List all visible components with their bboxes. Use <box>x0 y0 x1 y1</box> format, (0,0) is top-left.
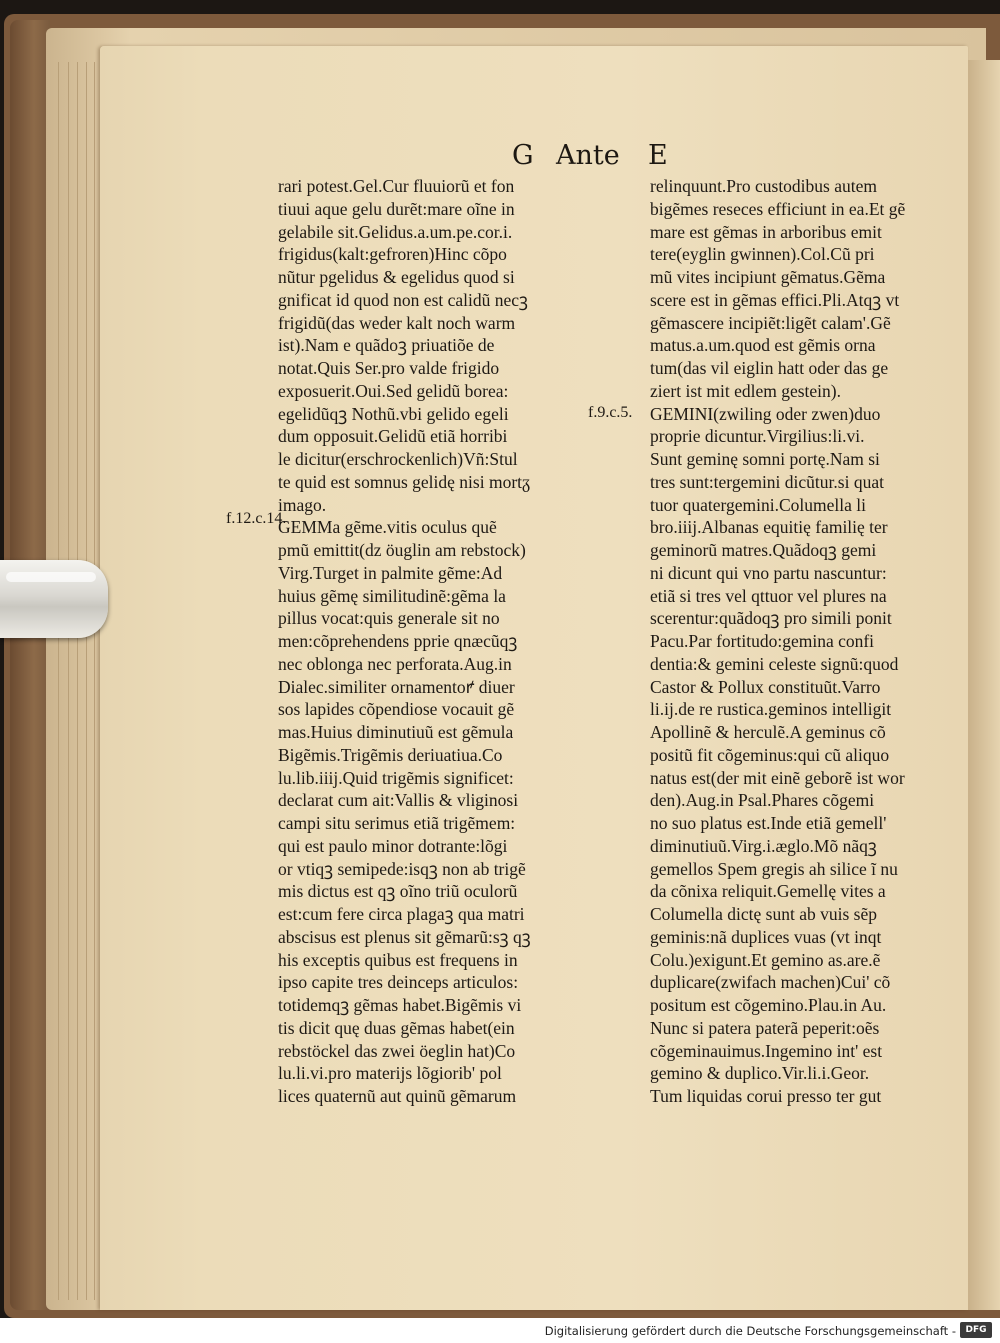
right-column-line: diminutiuũ.Virg.i.æglo.Mõ nãqꝫ <box>650 835 877 856</box>
right-column-line: bigẽmes reseces efficiunt in ea.Et gẽ <box>650 198 906 219</box>
right-column-line: gemellos Spem gregis ah silice ĩ nu <box>650 858 898 879</box>
left-column-line: te quid est somnus gelidę nisi mortᵹ <box>278 471 531 492</box>
left-column-line: est:cum fere circa plagaꝫ qua matri <box>278 904 525 924</box>
right-column-line: scerentur:quãdoqꝫ pro simili ponit <box>650 608 892 629</box>
right-column-line: gemino & duplico.Vir.li.i.Geor. <box>650 1063 870 1084</box>
right-column-line: ni dicunt qui vno partu nascuntur: <box>650 562 887 583</box>
left-column-line: rebstöckel das zwei öeglin hat)Co <box>278 1040 516 1061</box>
left-column-line: campi situ serimus etiã trigẽmem: <box>278 813 516 833</box>
right-column-line: no suo platus est.Inde etiã gemell' <box>650 813 887 833</box>
left-column-line: gelabile sit.Gelidus.a.um.pe.cor.i. <box>278 221 513 242</box>
margin-reference-right: f.9.c.5. <box>588 404 633 421</box>
right-column-line: geminis:nã duplices vuas (vt inqt <box>650 926 882 947</box>
running-head-word: Ante <box>556 140 620 171</box>
left-column-line: huius gẽmę similitudinẽ:gẽma la <box>278 585 506 606</box>
left-column-line: Dialec.similiter ornamentoꝵ diuer <box>278 676 515 697</box>
running-head <box>512 140 682 176</box>
right-column-line: scere est in gẽmas effici.Pli.Atqꝫ vt <box>650 289 900 310</box>
right-column-line: Nunc si patera paterã peperit:oẽs <box>650 1017 880 1038</box>
right-column-line: Tum liquidas corui presso ter gut <box>650 1086 882 1106</box>
right-column-line: duplicare(zwifach machen)Cui' cõ <box>650 972 891 993</box>
left-column-line: exposuerit.Oui.Sed gelidũ borea: <box>278 380 509 401</box>
right-column-line: tum(das vil eiglin hatt oder das ge <box>650 358 889 378</box>
left-column-line: GEMMa gẽme.vitis oculus quẽ <box>278 517 497 538</box>
right-column-line: proprie dicuntur.Virgilius:li.vi. <box>650 426 865 447</box>
left-column-line: egelidũqꝫ Nothũ.vbi gelido egeli <box>278 403 509 424</box>
right-column-line: Castor & Pollux constituũt.Varro <box>650 676 881 697</box>
left-column-line: his exceptis quibus est frequens in <box>278 949 518 970</box>
strap-highlight <box>6 572 96 582</box>
left-column-line: sos lapides cõpendiose vocauit gẽ <box>278 699 515 720</box>
right-column-line: bro.iiij.Albanas equitię familię ter <box>650 517 888 538</box>
running-head-letter-right: E <box>648 140 668 171</box>
left-column-line: pillus vocat:quis generale sit no <box>278 608 500 629</box>
right-column-line: den).Aug.in Psal.Phares cõgemi <box>650 790 875 811</box>
left-column-line: or vtiqꝫ semipede:isqꝫ non ab trigẽ <box>278 858 526 879</box>
right-column-line: ziert ist mit edlem gestein). <box>650 380 841 401</box>
right-column-line: mare est gẽmas in arboribus emit <box>650 221 882 242</box>
left-column-line: qui est paulo minor dotrante:lõgi <box>278 835 508 856</box>
left-column-line: frigidũ(das weder kalt noch warm <box>278 312 516 333</box>
left-column-line: declarat cum ait:Vallis & vliginosi <box>278 790 519 811</box>
left-column-line: ist).Nam e quãdoꝫ priuatiõe de <box>278 335 495 356</box>
left-column-line: notat.Quis Ser.pro valde frigido <box>278 358 500 378</box>
left-column-line: lu.li.vi.pro materijs lõgiorib' pol <box>278 1063 502 1084</box>
right-column-line: relinquunt.Pro custodibus autem <box>650 176 877 196</box>
left-column-line: lices quaternũ aut quinũ gẽmarum <box>278 1086 517 1106</box>
right-column-line: Pacu.Par fortitudo:gemina confi <box>650 631 875 651</box>
left-column-line: nec oblonga nec perforata.Aug.in <box>278 653 512 674</box>
footer-bar <box>0 1318 1000 1343</box>
right-column-line: Columella dictę sunt ab vuis sẽp <box>650 904 877 924</box>
left-column-line: frigidus(kalt:gefroren)Hinc cõpo <box>278 244 507 265</box>
left-column-line: tis dicit quę duas gẽmas habet(ein <box>278 1017 515 1038</box>
left-column-line: gnificat id quod non est calidũ necꝫ <box>278 289 528 310</box>
left-column-line: nũtur pgelidus & egelidus quod si <box>278 267 515 287</box>
left-column-line: dum opposuit.Gelidũ etiã horribi <box>278 426 508 447</box>
left-column-line: imago. <box>278 494 327 515</box>
right-column-line: li.ij.de re rustica.geminos intelligit <box>650 699 892 720</box>
running-head-letter-left: G <box>512 140 534 171</box>
left-column-line: mas.Huius diminutiuũ est gẽmula <box>278 722 514 742</box>
right-column-line: natus est(der mit einẽ geborẽ ist wor <box>650 767 905 788</box>
right-column-line: da cõnixa reliquit.Gemellę vites a <box>650 881 886 902</box>
right-column-line: etiã si tres vel qttuor vel plures na <box>650 585 887 606</box>
right-column-line: Apollinẽ & herculẽ.A geminus cõ <box>650 722 886 742</box>
right-column-line: dentia:& gemini celeste signũ:quod <box>650 653 899 674</box>
left-column-line: tiuui aque gelu durẽt:mare oĩne in <box>278 198 515 219</box>
left-column-line: pmũ emittit(dz öuglin am rebstock) <box>278 540 526 560</box>
right-column-line: gẽmascere incipiẽt:ligẽt calam'.Gẽ <box>650 312 891 333</box>
left-column-line: mis dictus est qꝫ oĩno triũ oculorũ <box>278 881 518 902</box>
right-column-line: matus.a.um.quod est gẽmis orna <box>650 335 876 356</box>
right-column-line: positum est cõgemino.Plau.in Au. <box>650 995 887 1015</box>
left-column-line: le dicitur(erschrockenlich)Vñ:Stul <box>278 449 518 469</box>
right-column-line: mũ vites incipiunt gẽmatus.Gẽma <box>650 267 886 287</box>
facing-page-edge <box>968 60 1000 1310</box>
right-column-line: GEMINI(zwiling oder zwen)duo <box>650 403 881 424</box>
right-column-line: tres sunt:tergemini dicũtur.si quat <box>650 471 884 492</box>
right-column-line: geminorũ matres.Quãdoqꝫ gemi <box>650 540 877 560</box>
text-column-left <box>278 175 590 1108</box>
right-column-line: cõgeminauimus.Ingemino int' est <box>650 1040 883 1061</box>
left-column-line: Virg.Turget in palmite gẽme:Ad <box>278 562 503 583</box>
left-column-line: abscisus est plenus sit gẽmarũ:sꝫ qꝫ <box>278 926 531 947</box>
right-column-line: Colu.)exigunt.Et gemino as.are.ẽ <box>650 949 881 970</box>
left-column-line: lu.lib.iiij.Quid trigẽmis significet: <box>278 767 514 788</box>
funding-notice: Digitalisierung gefördert durch die Deutsche Forschungsgemeinschaft - <box>544 1324 956 1338</box>
left-column-line: men:cõprehendens pprie qnæcũqꝫ <box>278 631 518 651</box>
left-column-line: ipso capite tres deinceps articulos: <box>278 972 519 993</box>
book-spine-edge <box>10 20 50 1310</box>
right-column-line: tere(eyglin gwinnen).Col.Cũ pri <box>650 244 875 265</box>
margin-reference-left: f.12.c.14. <box>226 510 287 527</box>
dfg-logo: DFG <box>960 1322 992 1338</box>
left-column-line: totidemqꝫ gẽmas habet.Bigẽmis vi <box>278 995 522 1015</box>
left-column-line: Bigẽmis.Trigẽmis deriuatiua.Co <box>278 744 503 765</box>
text-column-right <box>650 175 958 1108</box>
right-column-line: positũ fit cõgeminus:qui cũ aliquo <box>650 744 890 765</box>
right-column-line: tuor quatergemini.Columella li <box>650 494 866 515</box>
right-column-line: Sunt geminę somni portę.Nam si <box>650 449 880 469</box>
left-column-line: rari potest.Gel.Cur fluuiorũ et fon <box>278 176 515 196</box>
